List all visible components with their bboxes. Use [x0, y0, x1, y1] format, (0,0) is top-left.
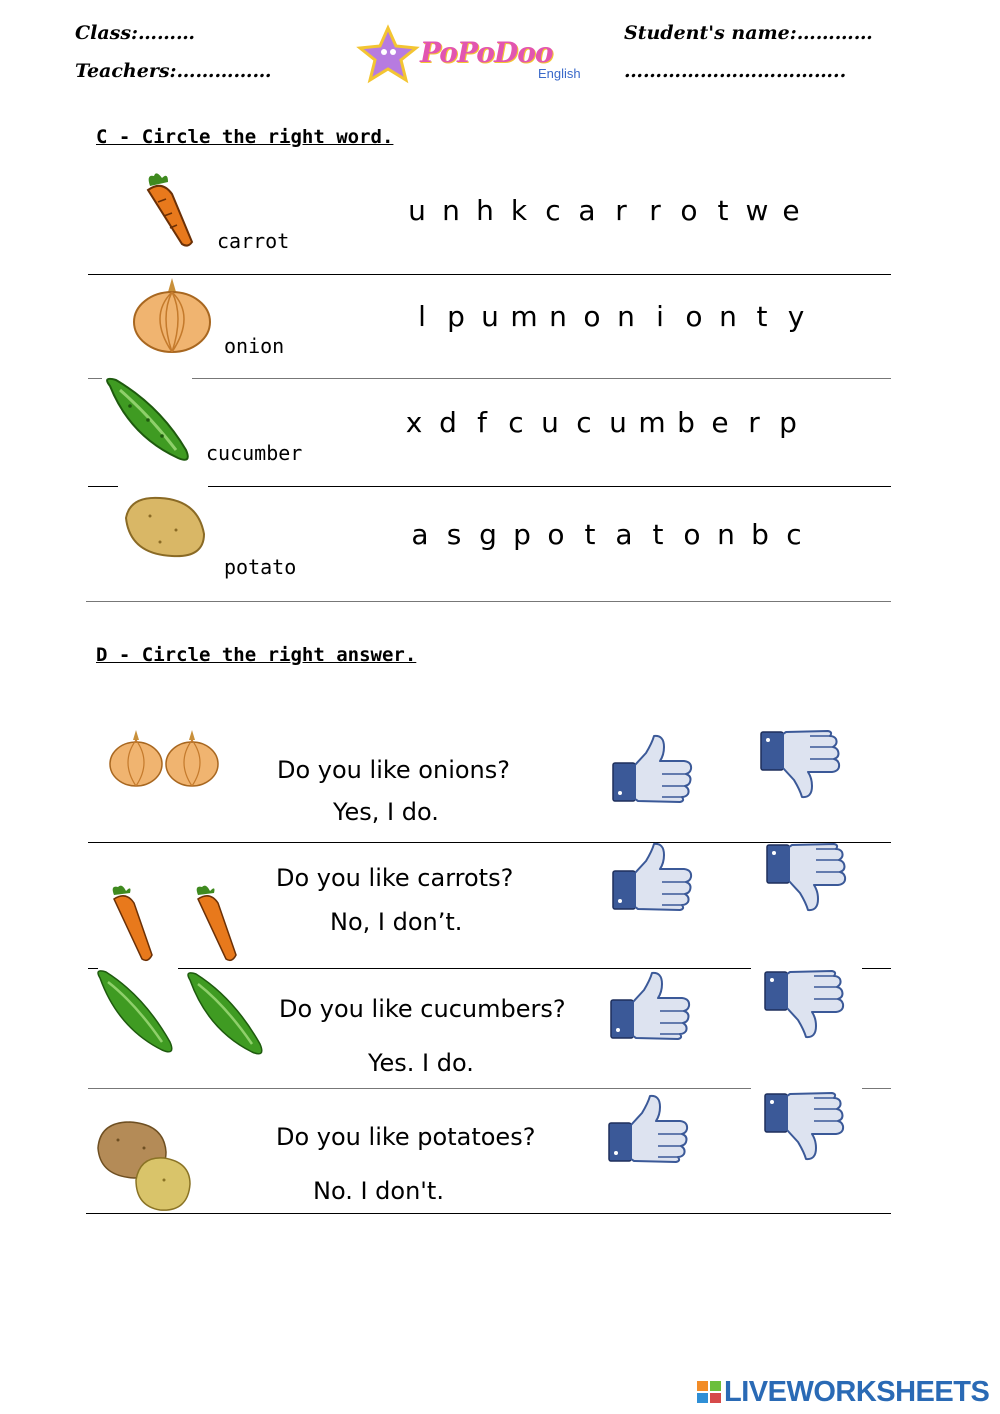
onions-icon: [108, 730, 220, 792]
letter-cell[interactable]: k: [510, 194, 528, 227]
logo-text: PoPoDoo: [420, 36, 553, 69]
answer-text: No, I don’t.: [330, 908, 463, 936]
letter-cell[interactable]: o: [583, 300, 601, 333]
thumbs-down-icon[interactable]: [760, 730, 842, 798]
thumbs-up-icon[interactable]: [612, 843, 694, 911]
letter-cell[interactable]: u: [408, 194, 426, 227]
cucumbers-icon: [92, 970, 262, 1060]
letter-cell[interactable]: c: [576, 406, 592, 439]
letter-cell[interactable]: n: [719, 300, 737, 333]
letter-row-2: [405, 300, 813, 333]
thumbs-down-icon[interactable]: [764, 1092, 846, 1160]
row-divider: [88, 486, 118, 487]
letter-row-3: [397, 406, 805, 439]
word-label-potato: potato: [224, 555, 297, 579]
letter-cell[interactable]: c: [545, 194, 561, 227]
letter-cell[interactable]: y: [787, 300, 805, 333]
letter-cell[interactable]: n: [717, 518, 735, 551]
thumbs-up-icon[interactable]: [608, 1095, 690, 1163]
letter-cell[interactable]: n: [617, 300, 635, 333]
row-divider: [88, 1088, 751, 1089]
letter-cell[interactable]: t: [717, 194, 729, 227]
class-field: Class:………: [75, 22, 196, 44]
letter-cell[interactable]: o: [683, 518, 701, 551]
thumbs-down-icon[interactable]: [766, 843, 848, 911]
letter-cell[interactable]: w: [745, 194, 769, 227]
letter-cell[interactable]: n: [549, 300, 567, 333]
student-name-dots: ……………………………..: [624, 60, 847, 82]
letter-cell[interactable]: r: [615, 194, 627, 227]
row-divider: [178, 968, 751, 969]
row-divider: [192, 378, 891, 379]
letter-cell[interactable]: s: [446, 518, 462, 551]
letter-cell[interactable]: a: [615, 518, 633, 551]
potatoes-icon: [94, 1118, 194, 1214]
row-divider: [88, 968, 98, 969]
liveworksheets-logo-icon: [697, 1381, 723, 1405]
section-c-title: C - Circle the right word.: [96, 126, 394, 148]
row-divider: [88, 274, 891, 275]
row-divider: [862, 968, 891, 969]
teachers-field: Teachers:……………: [75, 60, 272, 82]
letter-cell[interactable]: p: [513, 518, 531, 551]
question-text: Do you like cucumbers?: [279, 995, 566, 1023]
answer-text: Yes. I do.: [368, 1049, 474, 1077]
letter-cell[interactable]: b: [677, 406, 695, 439]
row-divider: [862, 1088, 891, 1089]
section-d-title: D - Circle the right answer.: [96, 644, 417, 666]
question-text: Do you like onions?: [277, 756, 510, 784]
row-divider: [86, 1213, 891, 1214]
student-name-field: Student's name:…………: [624, 22, 873, 44]
letter-cell[interactable]: a: [411, 518, 429, 551]
letter-row-1: [400, 194, 808, 227]
letter-cell[interactable]: d: [439, 406, 457, 439]
letter-row-4: [403, 518, 811, 551]
letter-cell[interactable]: c: [508, 406, 524, 439]
letter-cell[interactable]: l: [418, 300, 426, 333]
answer-text: Yes, I do.: [333, 798, 439, 826]
letter-cell[interactable]: x: [405, 406, 423, 439]
letter-cell[interactable]: u: [541, 406, 559, 439]
word-label-cucumber: cucumber: [206, 441, 303, 465]
word-label-onion: onion: [224, 334, 285, 358]
word-label-carrot: carrot: [217, 229, 290, 253]
letter-cell[interactable]: o: [685, 300, 703, 333]
letter-cell[interactable]: r: [649, 194, 661, 227]
letter-cell[interactable]: e: [782, 194, 800, 227]
letter-cell[interactable]: i: [656, 300, 664, 333]
thumbs-down-icon[interactable]: [764, 970, 846, 1038]
letter-cell[interactable]: t: [584, 518, 596, 551]
letter-cell[interactable]: a: [578, 194, 596, 227]
letter-cell[interactable]: r: [748, 406, 760, 439]
letter-cell[interactable]: t: [652, 518, 664, 551]
onion-icon: [130, 276, 214, 356]
carrots-icon: [108, 885, 248, 965]
letter-cell[interactable]: f: [477, 406, 487, 439]
letter-cell[interactable]: p: [447, 300, 465, 333]
letter-cell[interactable]: m: [510, 300, 538, 333]
liveworksheets-brand: LIVEWORKSHEETS: [724, 1376, 990, 1408]
popodoo-logo: [356, 26, 601, 86]
thumbs-up-icon[interactable]: [610, 972, 692, 1040]
letter-cell[interactable]: g: [479, 518, 497, 551]
letter-cell[interactable]: t: [756, 300, 768, 333]
letter-cell[interactable]: o: [547, 518, 565, 551]
letter-cell[interactable]: h: [476, 194, 494, 227]
letter-cell[interactable]: u: [609, 406, 627, 439]
thumbs-up-icon[interactable]: [612, 735, 694, 803]
letter-cell[interactable]: n: [442, 194, 460, 227]
letter-cell[interactable]: m: [638, 406, 666, 439]
letter-cell[interactable]: c: [786, 518, 802, 551]
potato-icon: [120, 494, 206, 560]
carrot-icon: [140, 172, 200, 252]
question-text: Do you like potatoes?: [276, 1123, 536, 1151]
letter-cell[interactable]: o: [680, 194, 698, 227]
letter-cell[interactable]: b: [751, 518, 769, 551]
row-divider: [208, 486, 891, 487]
row-divider: [86, 601, 891, 602]
letter-cell[interactable]: u: [481, 300, 499, 333]
cucumber-icon: [100, 376, 196, 468]
letter-cell[interactable]: p: [779, 406, 797, 439]
answer-text: No. I don't.: [313, 1177, 444, 1205]
letter-cell[interactable]: e: [711, 406, 729, 439]
question-text: Do you like carrots?: [276, 864, 514, 892]
logo-subtext: English: [538, 66, 581, 81]
